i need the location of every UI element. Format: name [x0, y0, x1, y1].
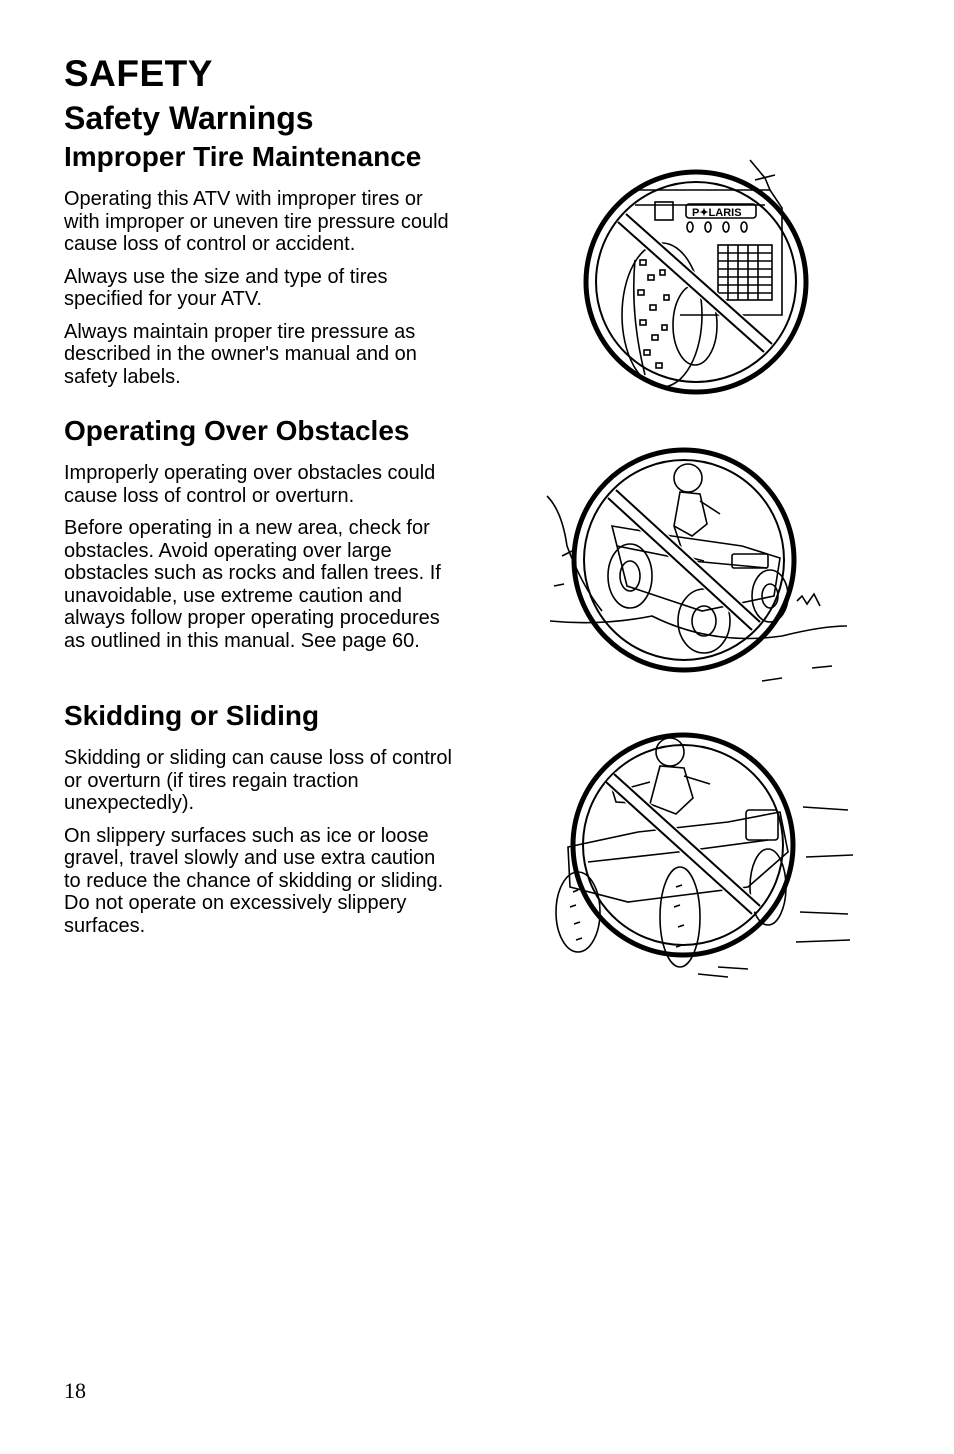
prohibited-atv-skid-icon: [548, 712, 858, 982]
section-paragraph: Operating this ATV with improper tires or with improper or uneven tire pressure could cause loss of control or accident.: [64, 188, 449, 255]
prohibited-atv-tire-icon: [560, 150, 830, 415]
section-skidding-or-sliding: [64, 699, 514, 947]
section-paragraph: Always maintain proper tire pressure as described in the owner's manual and on safety labels.: [64, 320, 417, 388]
section-paragraph: Improperly operating over obstacles could cause loss of control or overturn.: [64, 462, 436, 507]
section-heading: Improper Tire Maintenance: [64, 141, 422, 172]
brand-logo-text: P✦LARIS: [692, 207, 742, 219]
section-improper-tire-maintenance: [64, 140, 514, 398]
section-paragraph: On slippery surfaces such as ice or loose gravel, travel slowly and use extra caution to reduce the chance of skidding or sliding. Do not operate on excessively slippery surfaces.: [64, 824, 444, 937]
section-operating-over-obstacles: [64, 414, 514, 662]
section-paragraph: Before operating in a new area, check for obstacles. Avoid operating over large obstacles such as rocks and fallen trees. If unavoidable, use extreme caution and always follow proper operating procedures as outlined in this manual. See page 60.: [64, 517, 441, 652]
section-paragraph: Always use the size and type of tires specified for your ATV.: [64, 265, 388, 310]
page-title: SAFETY: [64, 53, 213, 94]
page-number: 18: [64, 1378, 86, 1403]
section-heading: Operating Over Obstacles: [64, 415, 410, 446]
prohibited-atv-obstacle-icon: [542, 436, 857, 691]
section-paragraph: Skidding or sliding can cause loss of control or overturn (if tires regain traction unexpectedly).: [64, 747, 452, 814]
page-subtitle: Safety Warnings: [64, 100, 314, 136]
section-heading: Skidding or Sliding: [64, 700, 320, 731]
